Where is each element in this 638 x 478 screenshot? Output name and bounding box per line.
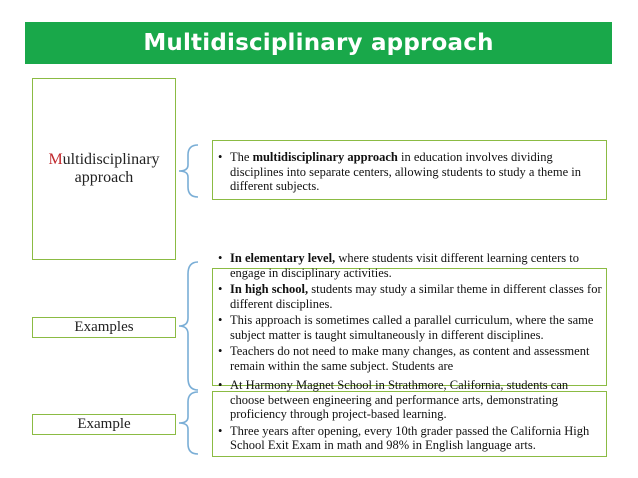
- bullet-bold: multidisciplinary approach: [252, 150, 398, 164]
- brace-icon: [176, 260, 200, 392]
- bullet-text: where students visit different learning centers to engage in disciplinary activities.: [230, 251, 579, 280]
- bullet-text: At Harmony Magnet School in Strathmore, California, students can choose between engineering and performance arts, demonstrating proficiency through project-based learning.: [230, 378, 569, 421]
- list-item: [218, 282, 604, 311]
- brace-icon: [176, 390, 200, 456]
- bullet-prefix: The: [230, 150, 253, 164]
- bullet-bold: In elementary level,: [230, 251, 336, 265]
- main-concept-box: [32, 78, 176, 260]
- list-item: [218, 344, 604, 373]
- list-item: [218, 313, 604, 342]
- page-title: Multidisciplinary approach: [143, 30, 494, 56]
- brace-icon: [176, 143, 200, 199]
- example-box: [32, 414, 176, 435]
- main-concept-first-letter: M: [48, 151, 63, 169]
- list-item: [218, 424, 604, 453]
- bullet-text: Three years after opening, every 10th grader passed the California High School Exit Exam in math and 98% in English language arts.: [230, 423, 590, 452]
- main-concept-rest: ultidisciplinary approach: [62, 151, 160, 186]
- bullet-text: Teachers do not need to make many changes, as content and assessment remain within the same subject. Students are: [230, 344, 590, 373]
- examples-box: [32, 317, 176, 338]
- bullet-text: students may study a similar theme in different classes for different disciplines.: [230, 282, 602, 311]
- list-item: [218, 378, 604, 422]
- list-item: [218, 150, 604, 194]
- example-label: Example: [77, 416, 131, 433]
- list-item: [218, 251, 604, 280]
- example-list: [218, 378, 604, 455]
- examples-label: Examples: [74, 319, 134, 336]
- bullet-text: in education involves dividing disciplines into separate centers, allowing students to study a theme in different subjects.: [230, 150, 581, 193]
- examples-list: [218, 251, 604, 375]
- title-bar: [25, 22, 612, 64]
- bullet-bold: In high school,: [230, 282, 309, 296]
- definition-list: [218, 150, 604, 196]
- main-concept-label: [33, 151, 175, 186]
- bullet-text: This approach is sometimes called a parallel curriculum, where the same subject matter is taught simultaneously in different disciplines.: [230, 313, 594, 342]
